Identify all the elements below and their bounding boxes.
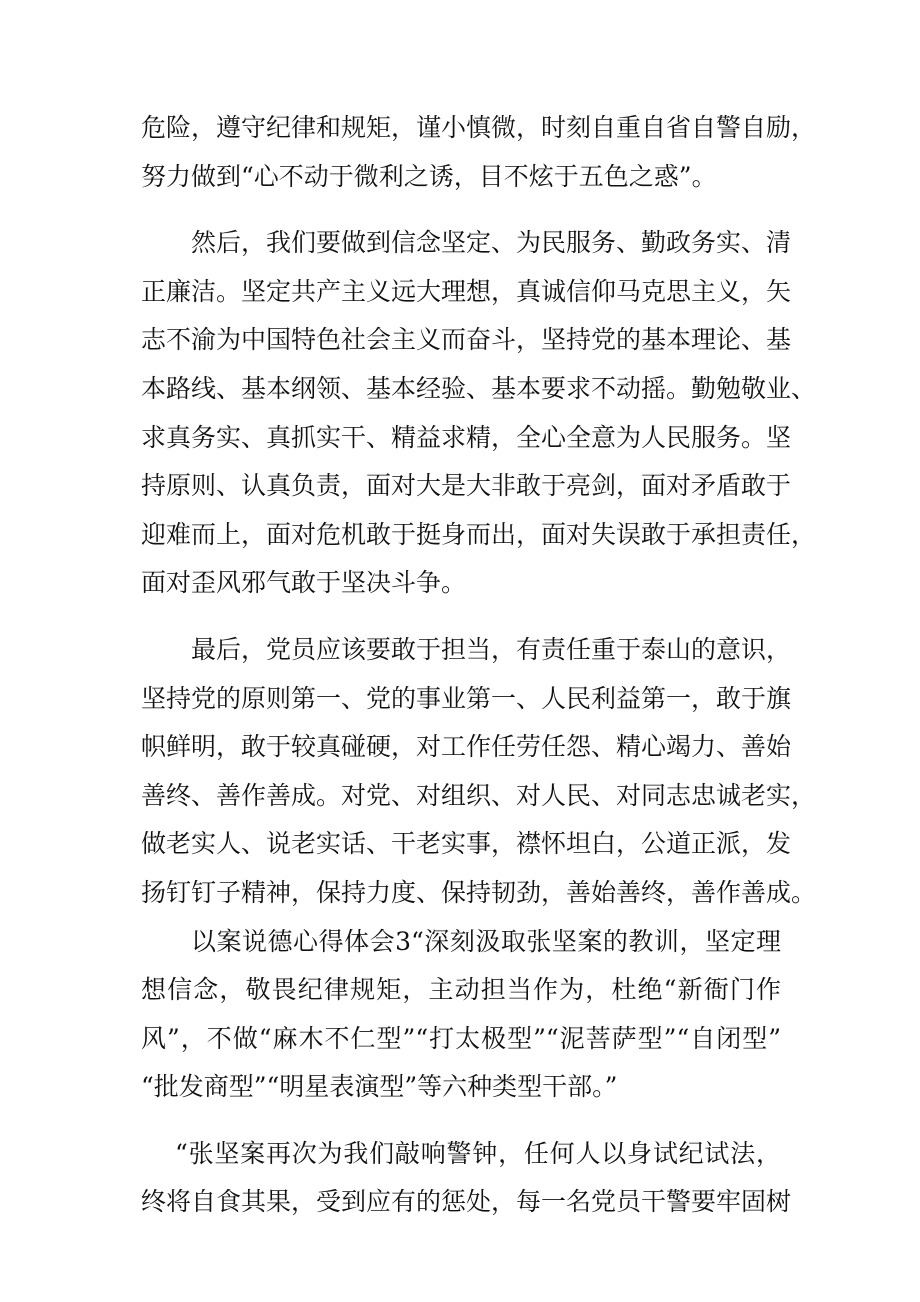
text-line: 善终、善作善成。对党、对组织、对人民、对同志忠诚老实， (141, 780, 817, 810)
text-line: 最后，党员应该要敢于担当，有责任重于泰山的意识， (191, 634, 792, 664)
text-line: 帜鲜明，敢于较真碰硬，对工作任劳任怨、精心竭力、善始 (141, 732, 792, 762)
text-line: 坚持党的原则第一、党的事业第一、人民利益第一，敢于旗 (141, 683, 792, 713)
paragraph (141, 918, 781, 1112)
text-line: 扬钉钉子精神，保持力度、保持韧劲，善始善终，善作善成。 (141, 877, 817, 907)
text-line: 终将自食其果，受到应有的惩处，每一名党员干警要牢固树 (141, 1187, 792, 1217)
text-line: 正廉洁。坚定共产主义远大理想，真诚信仰马克思主义，矢 (141, 276, 792, 306)
text-line: 面对歪风邪气敢于坚决斗争。 (141, 568, 467, 598)
text-line: 志不渝为中国特色社会主义而奋斗，坚持党的基本理论、基 (141, 325, 792, 355)
text-line: 以案说德心得体会3“深刻汲取张坚案的教训，坚定理 (191, 926, 781, 956)
text-line: 持原则、认真负责，面对大是大非敢于亮剑，面对矛盾敢于 (141, 471, 792, 501)
text-line: 努力做到“心不动于微利之诱，目不炫于五色之惑”。 (141, 161, 717, 191)
text-line: 迎难而上，面对危机敢于挺身而出，面对失误敢于承担责任， (141, 519, 817, 549)
text-line: 风”，不做“麻木不仁型”“打太极型”“泥菩萨型”“自闭型” (141, 1023, 781, 1053)
paragraph (141, 104, 817, 201)
text-line: 然后，我们要做到信念坚定、为民服务、勤政务实、清 (191, 228, 792, 258)
text-line: 想信念，敬畏纪律规矩，主动担当作为，杜绝“新衙门作 (141, 975, 781, 1005)
paragraph (141, 219, 817, 608)
text-line: “批发商型”“明星表演型”等六种类型干部。” (141, 1072, 618, 1102)
text-line: 求真务实、真抓实干、精益求精，全心全意为人民服务。坚 (141, 422, 792, 452)
paragraph (141, 1130, 792, 1227)
text-line: 做老实人、说老实话、干老实事，襟怀坦白，公道正派，发 (141, 829, 792, 859)
text-line: 危险，遵守纪律和规矩，谨小慎微，时刻自重自省自警自励， (141, 113, 817, 142)
text-line: “张坚案再次为我们敲响警钟，任何人以身试纪试法， (175, 1138, 781, 1168)
body-text (141, 104, 817, 1227)
paragraph (141, 626, 817, 918)
text-line: 本路线、基本纲领、基本经验、基本要求不动摇。勤勉敬业、 (141, 373, 817, 403)
